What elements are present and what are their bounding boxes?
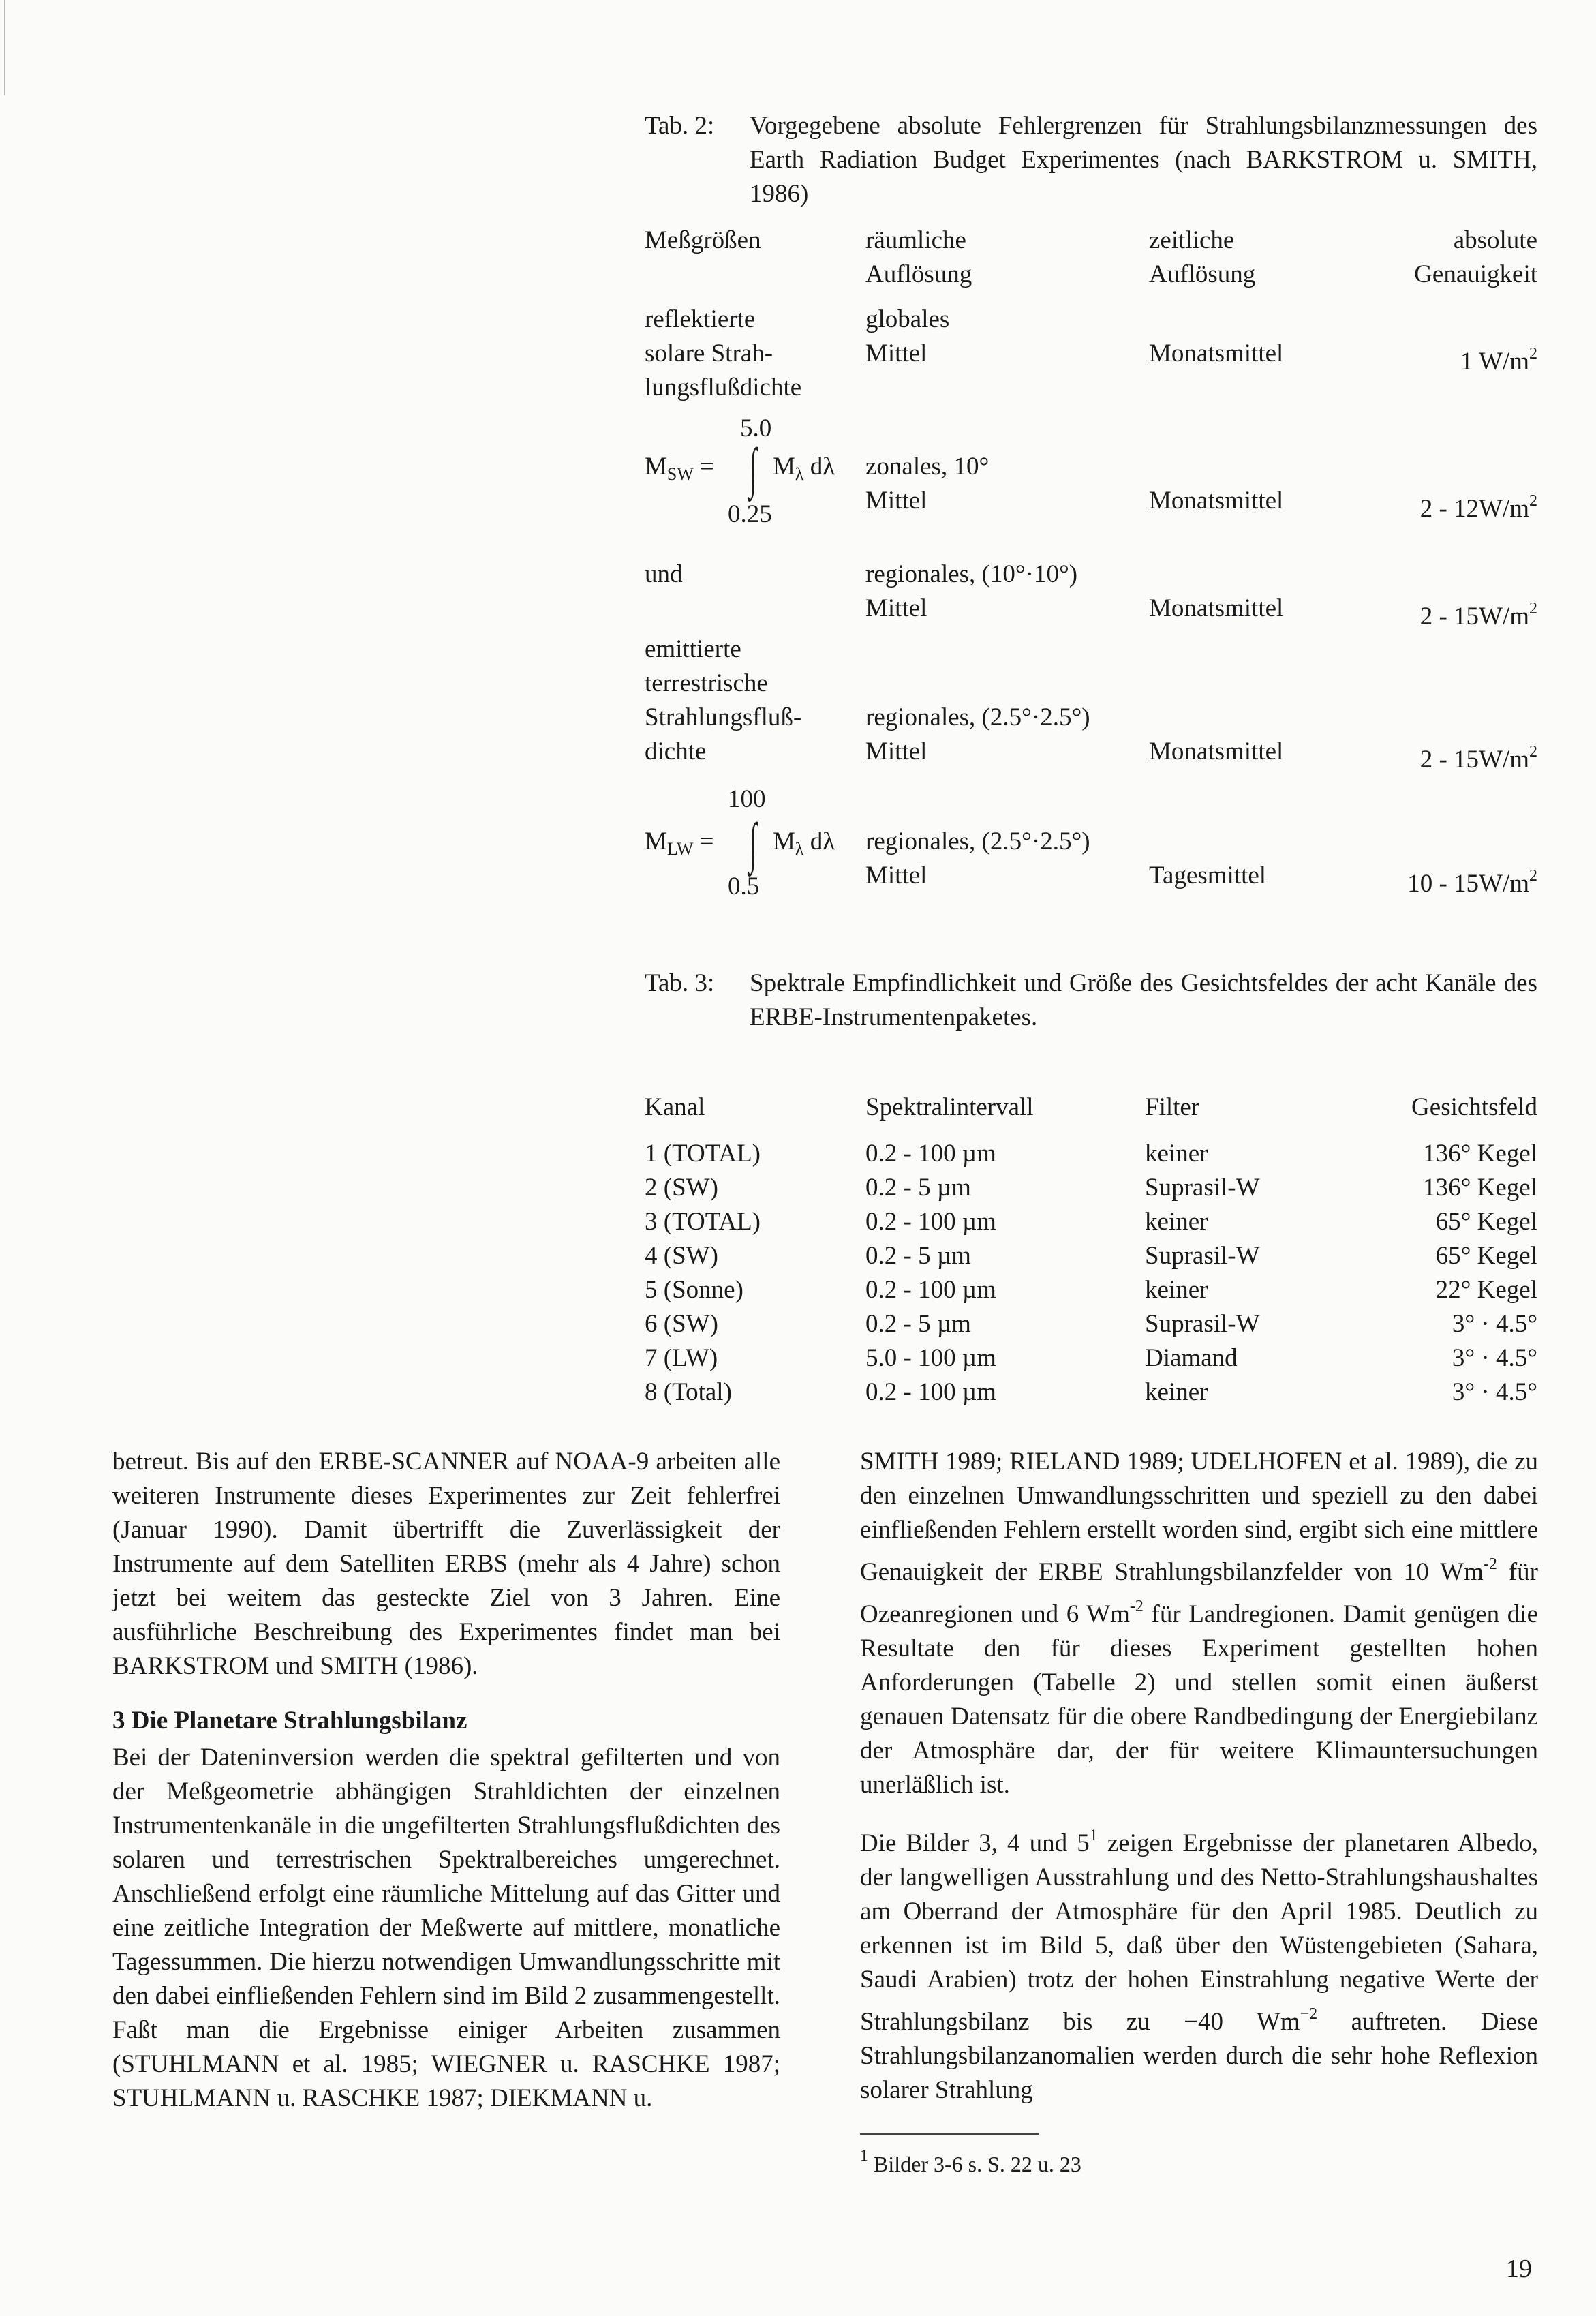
table3-cell: keiner bbox=[1145, 1378, 1208, 1406]
msw-upper-limit: 5.0 bbox=[740, 414, 772, 442]
table2-row2-accuracy: $2 - 12W/m^2$ bbox=[1419, 492, 1537, 523]
section-heading: 3 Die Planetare Strahlungsbilanz bbox=[112, 1707, 467, 1735]
table3-header-row bbox=[645, 1091, 1537, 1137]
table2-header-measure: Meßgrößen bbox=[645, 226, 761, 254]
msw-integrand: $M_\lambda$ dλ bbox=[773, 453, 835, 484]
table3-header-filter: Filter bbox=[1145, 1093, 1200, 1121]
table3-cell: 3° · 4.5° bbox=[1452, 1378, 1537, 1406]
table2-header-spatial-2: Auflösung bbox=[865, 260, 972, 288]
table2-row5-res1: regionales, (2.5°·2.5°) bbox=[865, 827, 1090, 855]
table2-reflected-line1: reflektierte bbox=[645, 305, 756, 333]
mlw-integrand: $M_\lambda$ dλ bbox=[773, 827, 835, 859]
table3-caption-text: Spektrale Empfindlichkeit und Größe des Gesichtsfeldes der acht Kanäle des ERBE-Instrumentenpaketes. bbox=[750, 969, 1537, 1031]
table2-emitted-line4: dichte bbox=[645, 737, 707, 765]
table3-cell: keiner bbox=[1145, 1276, 1208, 1304]
table3-cell: keiner bbox=[1145, 1208, 1208, 1236]
table3-cell: Diamand bbox=[1145, 1344, 1238, 1372]
table2-reflected-line3: lungsflußdichte bbox=[645, 374, 802, 401]
table3-cell: 8 (Total) bbox=[645, 1378, 732, 1406]
table2-header-accuracy-2: Genauigkeit bbox=[1414, 260, 1537, 288]
table3-cell: 0.2 - 100 µm bbox=[865, 1276, 996, 1304]
table2-emitted-line1: emittierte bbox=[645, 635, 741, 663]
table3-cell: 6 (SW) bbox=[645, 1310, 718, 1338]
table2-label: Tab. 2: bbox=[645, 112, 715, 140]
table2-row2-res1: zonales, 10° bbox=[865, 453, 989, 481]
table-row bbox=[645, 1273, 1537, 1307]
table3-cell: 0.2 - 100 µm bbox=[865, 1208, 996, 1236]
table3-cell: 0.2 - 100 µm bbox=[865, 1140, 996, 1168]
table3-cell: 7 (LW) bbox=[645, 1344, 718, 1372]
table2-row3-res1: regionales, (10°·10°) bbox=[865, 560, 1078, 588]
table3-header-fov: Gesichtsfeld bbox=[1411, 1093, 1537, 1121]
table3-label: Tab. 3: bbox=[645, 969, 715, 997]
table2-row4-res2: Mittel bbox=[865, 737, 927, 765]
table3-cell: 0.2 - 5 µm bbox=[865, 1310, 971, 1338]
table2 bbox=[645, 224, 1537, 905]
table3-cell: 22° Kegel bbox=[1435, 1276, 1537, 1304]
table2-header-accuracy-1: absolute bbox=[1453, 226, 1537, 254]
left-paragraph-2: Bei der Dateninversion werden die spektral gefilterten und von der Meßgeometrie abhängigen Strahldichten der einzelnen Instrumentenkanäle in die ungefilterten Strahlungsflußdichten des solaren und terrestrischen Spektralbereiches umgerechnet. Anschließend erfolgt eine räumliche Mittelung auf das Gitter und eine zeitliche Integration der Meßwerte auf mittlere, monatliche Tagessummen. Die hierzu notwendigen Umwandlungsschritte mit den dabei einfließenden Fehlern sind im Bild 2 zusammengestellt. Faßt man die Ergebnisse einiger Arbeiten zusammen (STUHLMANN et al. 1985; WIEGNER u. RASCHKE 1987; STUHLMANN u. RASCHKE 1987; DIEKMANN u. bbox=[112, 1743, 780, 2112]
table3-header-interval: Spektralintervall bbox=[865, 1093, 1034, 1121]
table2-row3-accuracy: $2 - 15W/m^2$ bbox=[1419, 600, 1537, 630]
table2-caption-text: Vorgegebene absolute Fehlergrenzen für Strahlungsbilanzmessungen des Earth Radiation Budget Experimentes (nach BARKSTROM u. SMITH, 1986) bbox=[750, 112, 1537, 208]
table3 bbox=[645, 1091, 1537, 1410]
table-row bbox=[645, 1375, 1537, 1410]
table-row bbox=[645, 1205, 1537, 1239]
table2-row5-time: Tagesmittel bbox=[1149, 862, 1267, 889]
table3-cell: Suprasil-W bbox=[1145, 1242, 1260, 1270]
table2-und: und bbox=[645, 560, 683, 588]
table-row bbox=[645, 1341, 1537, 1375]
left-column bbox=[112, 1445, 780, 2116]
mlw-lhs: $M_{LW}$ = bbox=[645, 827, 714, 859]
table2-row2-time: Monatsmittel bbox=[1149, 487, 1284, 515]
table2-row1-time: Monatsmittel bbox=[1149, 339, 1284, 367]
table-row bbox=[645, 1307, 1537, 1341]
table2-row4-time: Monatsmittel bbox=[1149, 737, 1284, 765]
table2-header-spatial-1: räumliche bbox=[865, 226, 966, 254]
table3-cell: 1 (TOTAL) bbox=[645, 1140, 761, 1168]
table3-cell: 136° Kegel bbox=[1423, 1140, 1537, 1168]
table2-emitted-line2: terrestrische bbox=[645, 669, 768, 697]
page-edge-mark bbox=[4, 0, 5, 95]
msw-lhs: $M_{SW}$ = bbox=[645, 453, 715, 484]
table-row bbox=[645, 1239, 1537, 1273]
table3-cell: 0.2 - 5 µm bbox=[865, 1242, 971, 1270]
left-paragraph-1: betreut. Bis auf den ERBE-SCANNER auf NOAA-9 arbeiten alle weiteren Instrumente dieses Experimentes zur Zeit fehlerfrei (Januar 1990). Damit übertrifft die Zuverlässigkeit der Instrumente auf dem Satelliten ERBS (mehr als 4 Jahre) schon jetzt bei weitem das gesteckte Ziel von 3 Jahren. Eine ausführliche Beschreibung des Experimentes findet man bei BARKSTROM und SMITH (1986). bbox=[112, 1448, 780, 1680]
table3-cell: 136° Kegel bbox=[1423, 1174, 1537, 1202]
table3-cell: Suprasil-W bbox=[1145, 1174, 1260, 1202]
table3-cell: 5.0 - 100 µm bbox=[865, 1344, 996, 1372]
page-number: 19 bbox=[1506, 2255, 1532, 2283]
table2-caption bbox=[645, 109, 1537, 211]
table-row bbox=[645, 1171, 1537, 1205]
table-row bbox=[645, 1137, 1537, 1171]
table3-cell: 3° · 4.5° bbox=[1452, 1344, 1537, 1372]
table3-cell: 65° Kegel bbox=[1435, 1242, 1537, 1270]
mlw-upper-limit: 100 bbox=[728, 785, 766, 813]
table2-header-temporal-1: zeitliche bbox=[1149, 226, 1235, 254]
table3-cell: 3 (TOTAL) bbox=[645, 1208, 761, 1236]
table2-row4-accuracy: $2 - 15W/m^2$ bbox=[1419, 743, 1537, 774]
msw-integral-sign: ∫ bbox=[749, 437, 757, 499]
right-column bbox=[860, 1445, 1538, 2107]
table3-cell: 65° Kegel bbox=[1435, 1208, 1537, 1236]
table2-row5-accuracy: $10 - 15W/m^2$ bbox=[1407, 867, 1537, 898]
table3-caption bbox=[645, 966, 1537, 1035]
table3-cell: 5 (Sonne) bbox=[645, 1276, 743, 1304]
table2-header-temporal-2: Auflösung bbox=[1149, 260, 1256, 288]
table3-cell: 3° · 4.5° bbox=[1452, 1310, 1537, 1338]
table2-row3-res2: Mittel bbox=[865, 594, 927, 622]
table2-row1-res2: Mittel bbox=[865, 339, 927, 367]
table2-row1-accuracy: 1 $W/m^2$ bbox=[1460, 345, 1537, 376]
table3-cell: 2 (SW) bbox=[645, 1174, 718, 1202]
table3-cell: 4 (SW) bbox=[645, 1242, 718, 1270]
table3-cell: Suprasil-W bbox=[1145, 1310, 1260, 1338]
table3-header-channel: Kanal bbox=[645, 1093, 705, 1121]
table2-row2-res2: Mittel bbox=[865, 487, 927, 515]
footnote: $^1$ Bilder 3-6 s. S. 22 u. 23 bbox=[860, 2147, 1081, 2176]
table2-emitted-line3: Strahlungsfluß- bbox=[645, 703, 802, 731]
table2-row3-time: Monatsmittel bbox=[1149, 594, 1284, 622]
table2-row1-res1: globales bbox=[865, 305, 950, 333]
footnote-rule bbox=[860, 2133, 1039, 2135]
right-paragraph-1: SMITH 1989; RIELAND 1989; UDELHOFEN et al. 1989), die zu den einzelnen Umwandlungsschritten und speziell zu den dabei einfließenden Fehlern erstellt worden sind, ergibt sich eine mittlere Genauigkeit der ERBE Strahlungsbilanzfelder von 10 $Wm^{-2}$ für Ozeanregionen und 6 $Wm^{-2}$ für Landregionen. Damit genügen die Resultate den für dieses Experiment gestellten hohen Anforderungen (Tabelle 2) und stellen somit einen äußerst genauen Datensatz für die obere Randbedingung der Energiebilanz der Atmosphäre dar, der für weitere Klimauntersuchungen unerläßlich ist. bbox=[860, 1448, 1539, 1799]
table2-row4-res1: regionales, (2.5°·2.5°) bbox=[865, 703, 1090, 731]
table3-cell: 0.2 - 100 µm bbox=[865, 1378, 996, 1406]
table2-reflected-line2: solare Strah- bbox=[645, 339, 773, 367]
right-paragraph-2: Die Bilder 3, 4 und $5^1$ zeigen Ergebnisse der planetaren Albedo, der langwelligen Ausstrahlung und des Netto-Strahlungshaushaltes am Oberrand der Atmosphäre für den April 1985. Deutlich zu erkennen ist im Bild 5, daß über den Wüstengebieten (Sahara, Saudi Arabien) trotz der hohen Einstrahlung negative Werte der Strahlungsbilanz bis zu −40 $Wm^{-2}$ auftreten. Diese Strahlungsbilanzanomalien werden durch die sehr hohe Reflexion solarer Strahlung bbox=[860, 1827, 1539, 2104]
table2-row5-res2: Mittel bbox=[865, 862, 927, 889]
table3-cell: keiner bbox=[1145, 1140, 1208, 1168]
table3-cell: 0.2 - 5 µm bbox=[865, 1174, 971, 1202]
msw-lower-limit: 0.25 bbox=[728, 500, 772, 528]
mlw-integral-sign: ∫ bbox=[749, 812, 757, 874]
mlw-lower-limit: 0.5 bbox=[728, 872, 760, 900]
